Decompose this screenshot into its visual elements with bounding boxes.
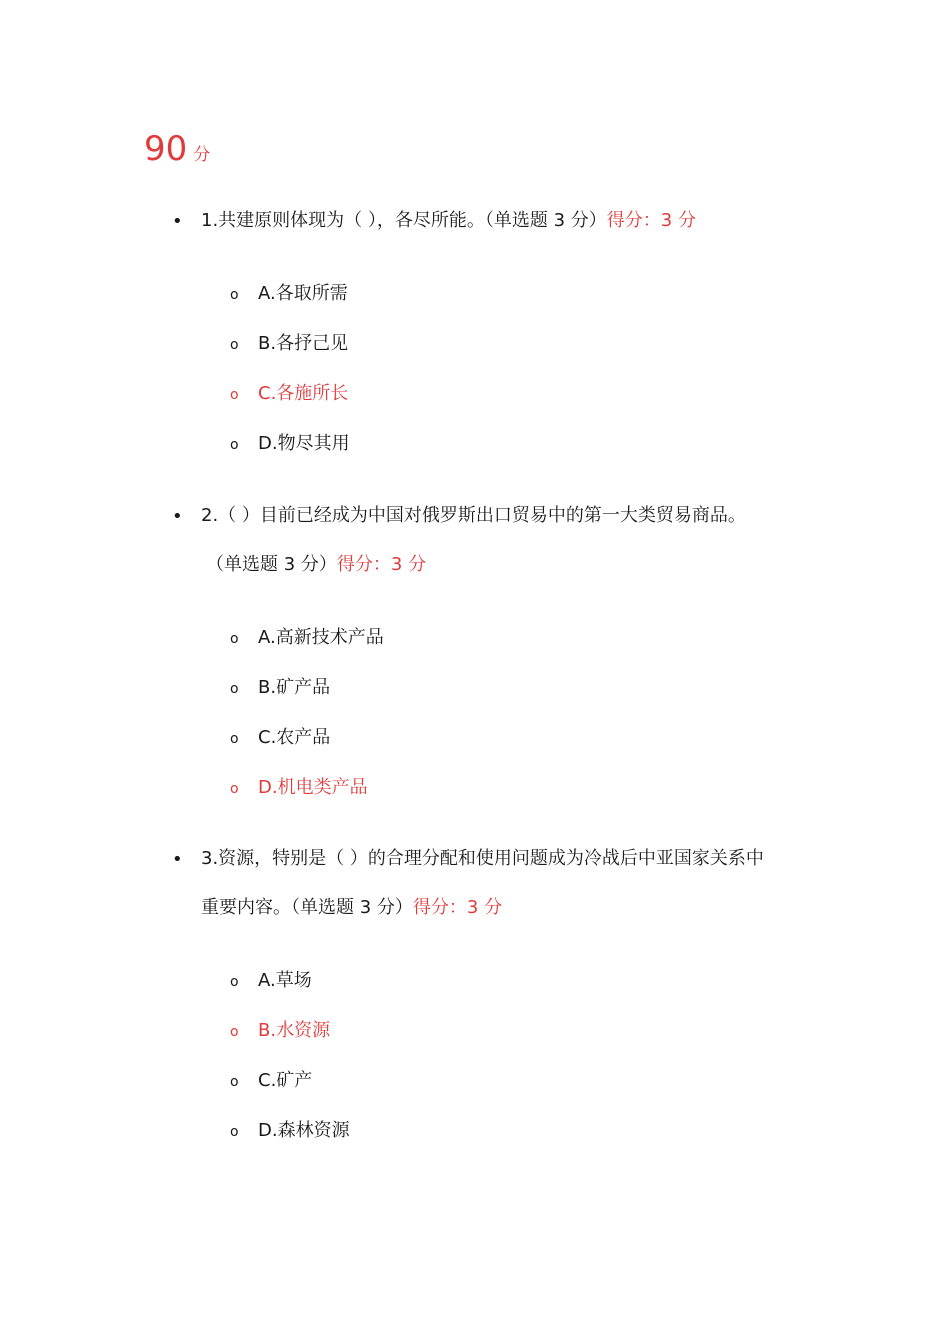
question-points: 得分：3 分 [336,554,427,575]
circle-bullet-icon: o [230,781,239,797]
option-b[interactable] [230,679,330,697]
option-label: A.高新技术产品 [258,627,384,648]
option-label: A.各取所需 [258,283,348,304]
question-stem: 3.资源，特别是（ ）的合理分配和使用问题成为冷战后中亚国家关系中 [201,848,764,869]
option-label: D.物尽其用 [258,433,350,454]
option-label: D.机电类产品 [258,777,368,798]
question-text [201,507,746,525]
option-label: D.森林资源 [258,1120,350,1141]
option-label: B.各抒己见 [258,333,349,354]
option-label: B.水资源 [258,1020,331,1041]
option-a[interactable] [230,285,348,303]
option-label: C.矿产 [258,1070,313,1091]
option-b-correct[interactable] [230,1022,330,1040]
circle-bullet-icon: o [230,631,239,647]
score-unit: 分 [193,145,211,165]
option-c[interactable] [230,729,330,747]
circle-bullet-icon: o [230,1074,239,1090]
circle-bullet-icon: o [230,681,239,697]
option-label: A.草场 [258,970,312,991]
score-value: 90 [144,129,188,169]
option-label: C.农产品 [258,727,331,748]
option-a[interactable] [230,972,312,990]
question-points: 得分：3 分 [412,897,503,918]
question-text [201,212,696,230]
option-d[interactable] [230,1122,350,1140]
question-text-cont [206,556,426,574]
circle-bullet-icon: o [230,287,239,303]
circle-bullet-icon: o [230,731,239,747]
option-d-correct[interactable] [230,779,368,797]
question-text-cont [201,899,502,917]
bullet-icon: • [172,211,183,232]
bullet-icon: • [172,849,183,870]
total-score [144,129,211,169]
bullet-icon: • [172,506,183,527]
option-b[interactable] [230,335,348,353]
question-stem: 1.共建原则体现为（ ），各尽所能。（单选题 3 分） [201,210,607,231]
circle-bullet-icon: o [230,1024,239,1040]
question-stem-cont: 重要内容。（单选题 3 分） [201,897,413,918]
circle-bullet-icon: o [230,387,239,403]
circle-bullet-icon: o [230,437,239,453]
question-stem: 2.（ ）目前已经成为中国对俄罗斯出口贸易中的第一大类贸易商品。 [201,505,746,526]
circle-bullet-icon: o [230,974,239,990]
option-c[interactable] [230,1072,312,1090]
circle-bullet-icon: o [230,337,239,353]
question-text [201,850,764,868]
option-label: B.矿产品 [258,677,331,698]
question-type: （单选题 3 分） [206,554,337,575]
circle-bullet-icon: o [230,1124,239,1140]
option-d[interactable] [230,435,350,453]
option-c-correct[interactable] [230,385,348,403]
question-points: 得分：3 分 [606,210,696,231]
option-label: C.各施所长 [258,383,349,404]
option-a[interactable] [230,629,384,647]
